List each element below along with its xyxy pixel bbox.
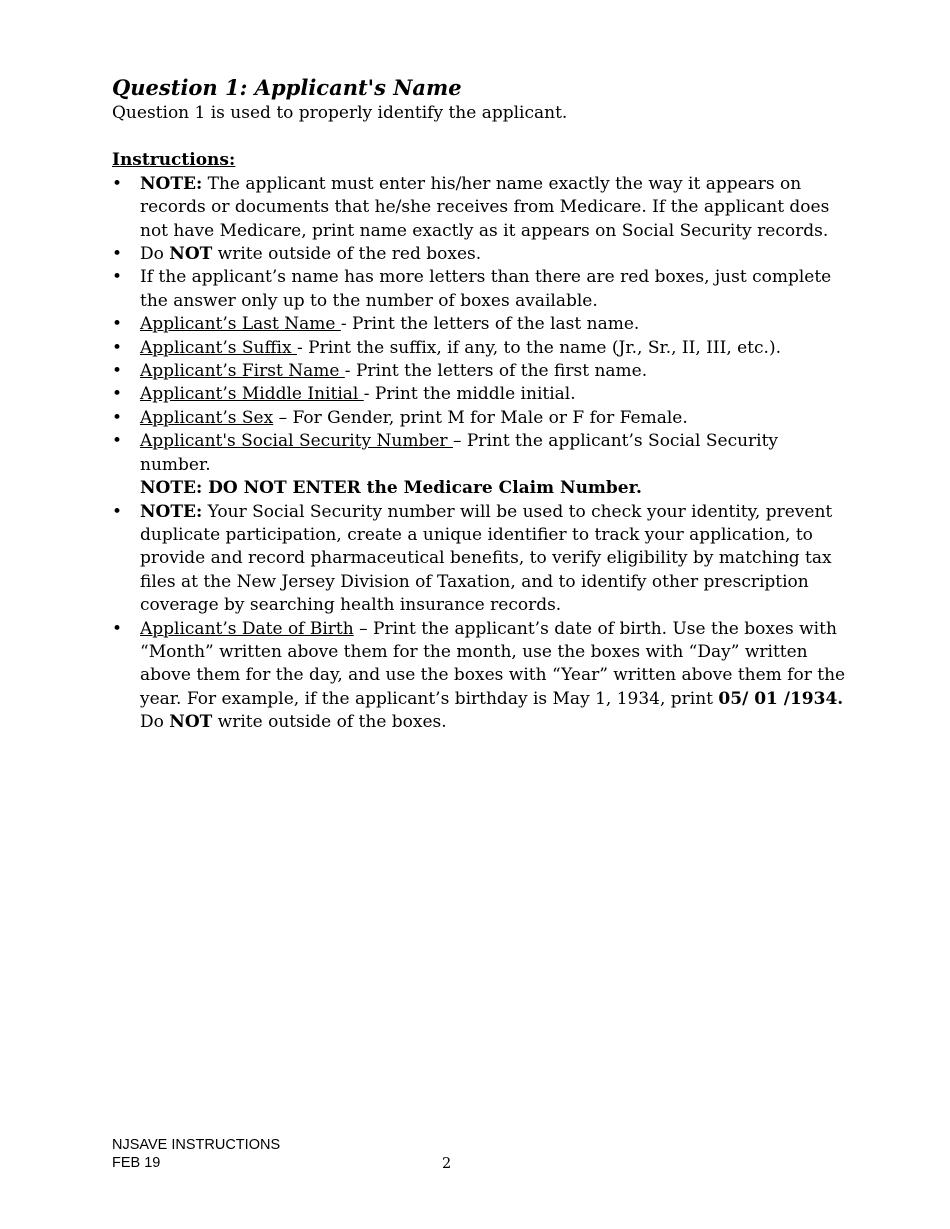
document-page xyxy=(112,74,847,735)
list-item-first-name: • Applicant’s First Name - Print the letters of the first name. xyxy=(112,360,847,383)
list-item-name-overflow: • If the applicant’s name has more letters than there are red boxes, just complete the answer only up to the number of boxes available. xyxy=(112,266,847,313)
intro-text: Question 1 is used to properly identify the applicant. xyxy=(112,103,568,123)
page-number: 2 xyxy=(442,1156,452,1172)
list-item-sex: • Applicant’s Sex – For Gender, print M for Male or F for Female. xyxy=(112,407,847,430)
instructions-heading: Instructions: xyxy=(112,150,236,171)
list-item-middle-initial: • Applicant’s Middle Initial - Print the middle initial. xyxy=(112,383,847,406)
list-item-ssn: • Applicant's Social Security Number – Print the applicant’s Social Security number. NOTE: DO NOT ENTER the Medicare Claim Number. xyxy=(112,430,847,500)
footer-date: FEB 19 xyxy=(112,1155,161,1171)
footer-title: NJSAVE INSTRUCTIONS xyxy=(112,1137,281,1153)
instructions-list xyxy=(112,173,847,735)
list-item-note-ssn-usage: • NOTE: Your Social Security number will be used to check your identity, prevent duplicate participation, create a unique identifier to track your application, to provide and record pharmaceutical benefits, to verify eligibility by matching tax files at the New Jersey Division of Taxation, and to identify other prescription coverage by searching health insurance records. xyxy=(112,501,847,618)
list-item-suffix: • Applicant’s Suffix - Print the suffix, if any, to the name (Jr., Sr., II, III, etc.). xyxy=(112,337,847,360)
list-item-last-name: • Applicant’s Last Name - Print the letters of the last name. xyxy=(112,313,847,336)
list-item-do-not-write: • Do NOT write outside of the red boxes. xyxy=(112,243,847,266)
page-title: Question 1: Applicant's Name xyxy=(112,75,462,100)
footer xyxy=(112,1136,280,1172)
list-item-note-medicare: • NOTE: The applicant must enter his/her name exactly the way it appears on records or documents that he/she receives from Medicare. If the applicant does not have Medicare, print name exactly as it appears on Social Security records. xyxy=(112,173,847,243)
list-item-date-of-birth: • Applicant’s Date of Birth – Print the applicant’s date of birth. Use the boxes with “Month” written above them for the month, use the boxes with “Day” written above them for the day, and use the boxes with “Year” written above them for the year. For example, if the applicant’s birthday is May 1, 1934, print 05/ 01 /1934. Do NOT write outside of the boxes. xyxy=(112,618,847,735)
